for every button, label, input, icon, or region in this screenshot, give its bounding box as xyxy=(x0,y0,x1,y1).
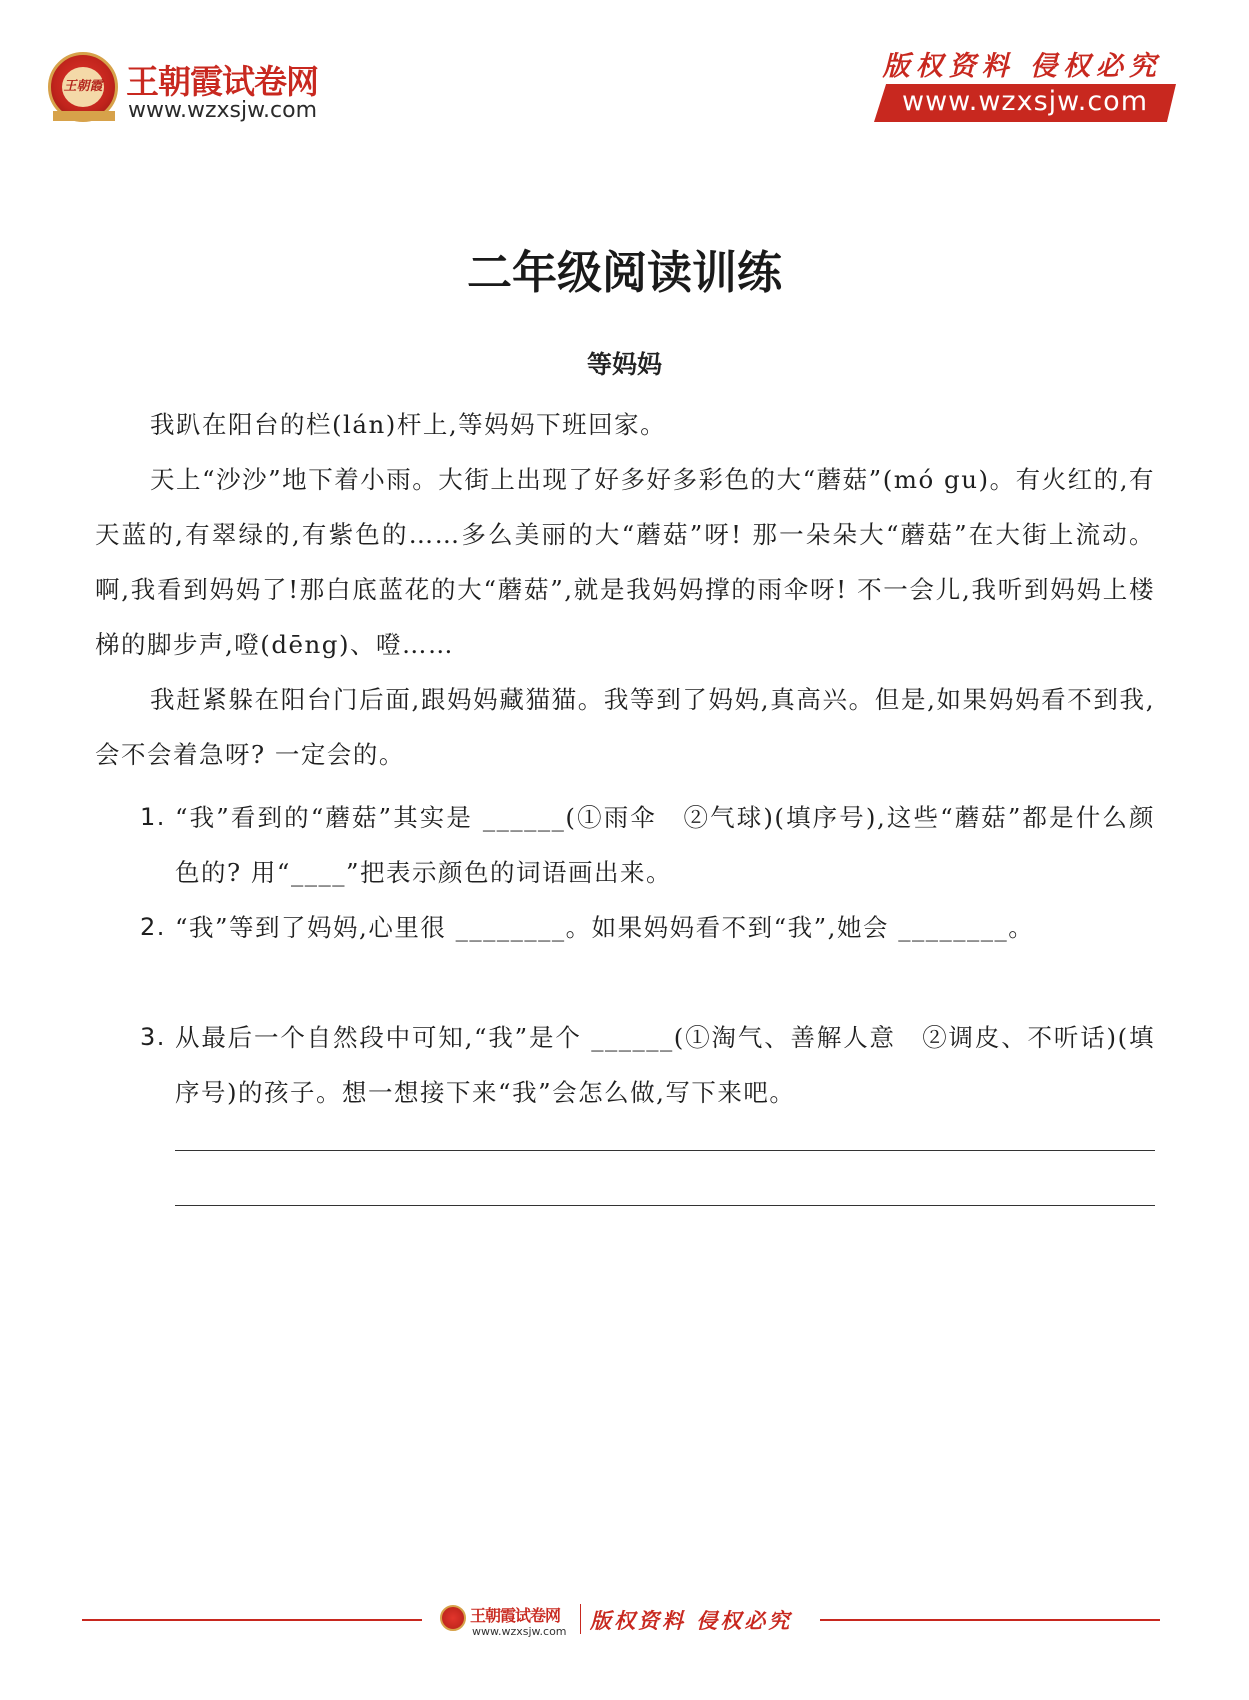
footer-separator xyxy=(580,1604,581,1634)
question-number: 1. xyxy=(140,803,166,831)
brand-name: 王朝霞试卷网 xyxy=(126,62,318,101)
copyright-banner xyxy=(874,44,1184,124)
footer-seal-icon xyxy=(440,1605,466,1631)
footer-copyright-text: 版权资料 侵权必究 xyxy=(590,1608,793,1633)
question-2 xyxy=(95,900,1155,955)
brand-url[interactable]: www.wzxsjw.com xyxy=(128,98,318,123)
answer-line-1[interactable] xyxy=(175,1150,1155,1151)
question-list xyxy=(95,790,1155,1120)
question-text: 从最后一个自然段中可知,“我”是个 ______(①淘气、善解人意 ②调皮、不听话)(填序号)的孩子。想一想接下来“我”会怎么做,写下来吧。 xyxy=(175,1023,1155,1107)
passage-title: 等妈妈 xyxy=(586,350,662,379)
footer-divider-right xyxy=(820,1619,1160,1621)
answer-line-2[interactable] xyxy=(175,1205,1155,1206)
document-title: 二年级阅读训练 xyxy=(466,246,782,299)
footer-url[interactable]: www.wzxsjw.com xyxy=(472,1625,567,1638)
question-text: “我”看到的“蘑菇”其实是 ______(①雨伞 ②气球)(填序号),这些“蘑菇”都是什么颜色的? 用“____”把表示颜色的词语画出来。 xyxy=(175,803,1155,887)
reading-passage xyxy=(95,397,1155,782)
seal-text: 王朝霞 xyxy=(62,67,104,107)
question-number: 2. xyxy=(140,913,166,941)
question-text: “我”等到了妈妈,心里很 ________。如果妈妈看不到“我”,她会 ________。 xyxy=(175,913,1035,942)
seal-ribbon xyxy=(53,111,115,121)
brand-seal-icon xyxy=(48,52,118,122)
passage-paragraph-2: 天上“沙沙”地下着小雨。大街上出现了好多好多彩色的大“蘑菇”(mó gu)。有火红的,有天蓝的,有翠绿的,有紫色的……多么美丽的大“蘑菇”呀! 那一朵朵大“蘑菇”在大街上流动。啊,我看到妈妈了!那白底蓝花的大“蘑菇”,就是我妈妈撑的雨伞呀! 不一会儿,我听到妈妈上楼梯的脚步声,噔(dēng)、噔…… xyxy=(95,465,1155,659)
passage-paragraph-1: 我趴在阳台的栏(lán)杆上,等妈妈下班回家。 xyxy=(150,410,667,439)
banner-url[interactable]: www.wzxsjw.com xyxy=(901,86,1148,117)
question-number: 3. xyxy=(140,1023,166,1051)
copyright-text: 版权资料 侵权必究 xyxy=(882,51,1162,82)
brand-logo[interactable] xyxy=(48,48,328,128)
footer-divider-left xyxy=(82,1619,422,1621)
passage-paragraph-3: 我赶紧躲在阳台门后面,跟妈妈藏猫猫。我等到了妈妈,真高兴。但是,如果妈妈看不到我,会不会着急呀? 一定会的。 xyxy=(95,685,1155,769)
question-3 xyxy=(95,1010,1155,1120)
question-1 xyxy=(95,790,1155,900)
footer-brand-name: 王朝霞试卷网 xyxy=(470,1606,561,1625)
